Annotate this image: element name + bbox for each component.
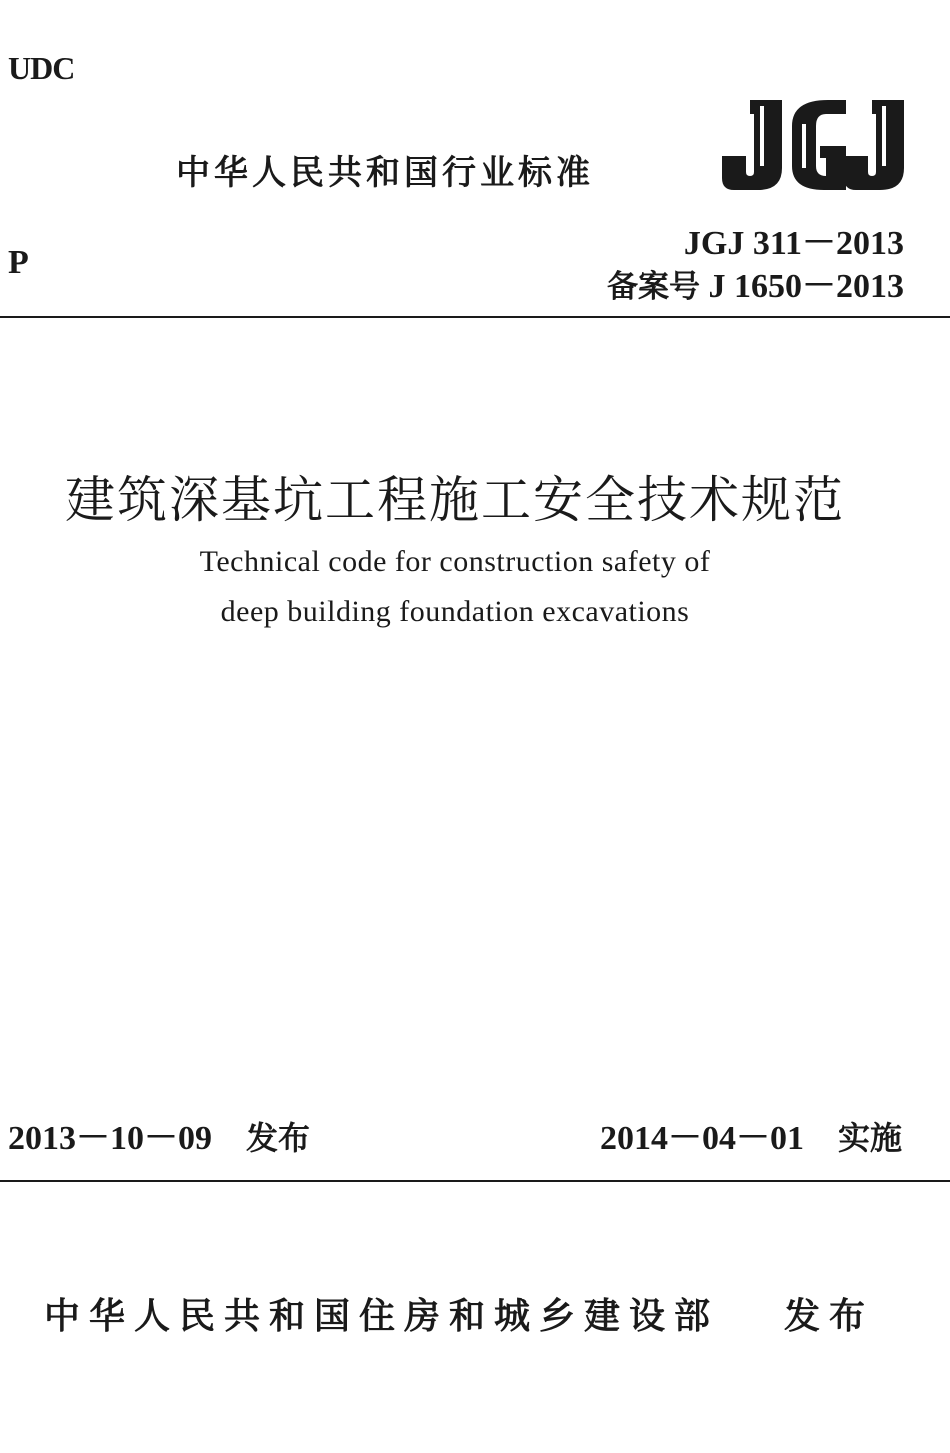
- title-english-line2: deep building foundation excavations: [220, 595, 690, 628]
- udc-label: UDC: [8, 50, 75, 86]
- footer-divider: [0, 1180, 950, 1182]
- jgj-logo: [720, 96, 908, 194]
- issue-label: 发布: [246, 1119, 311, 1157]
- header-divider: [0, 316, 950, 318]
- issue-date-row: [8, 1110, 310, 1159]
- issue-date: 2013－10－09: [8, 1120, 212, 1157]
- record-number-line: [607, 258, 904, 307]
- effective-label: 实施: [837, 1119, 902, 1157]
- issuing-authority: 中华人民共和国住房和城乡建设部: [44, 1296, 720, 1337]
- title-chinese: 建筑深基坑工程施工安全技术规范: [65, 471, 845, 529]
- record-number: J 1650－2013: [708, 268, 904, 305]
- effective-date: 2014－04－01: [599, 1120, 804, 1157]
- record-label: 备案号: [607, 269, 700, 305]
- industry-standard-heading: 中华人民共和国行业标准: [176, 153, 594, 193]
- issuer-action: 发布: [784, 1296, 875, 1337]
- classification-code: P: [8, 244, 29, 281]
- effective-date-row: [600, 1110, 902, 1159]
- title-english-line1: Technical code for construction safety of: [199, 545, 711, 578]
- standard-number: JGJ 311－2013: [683, 225, 904, 262]
